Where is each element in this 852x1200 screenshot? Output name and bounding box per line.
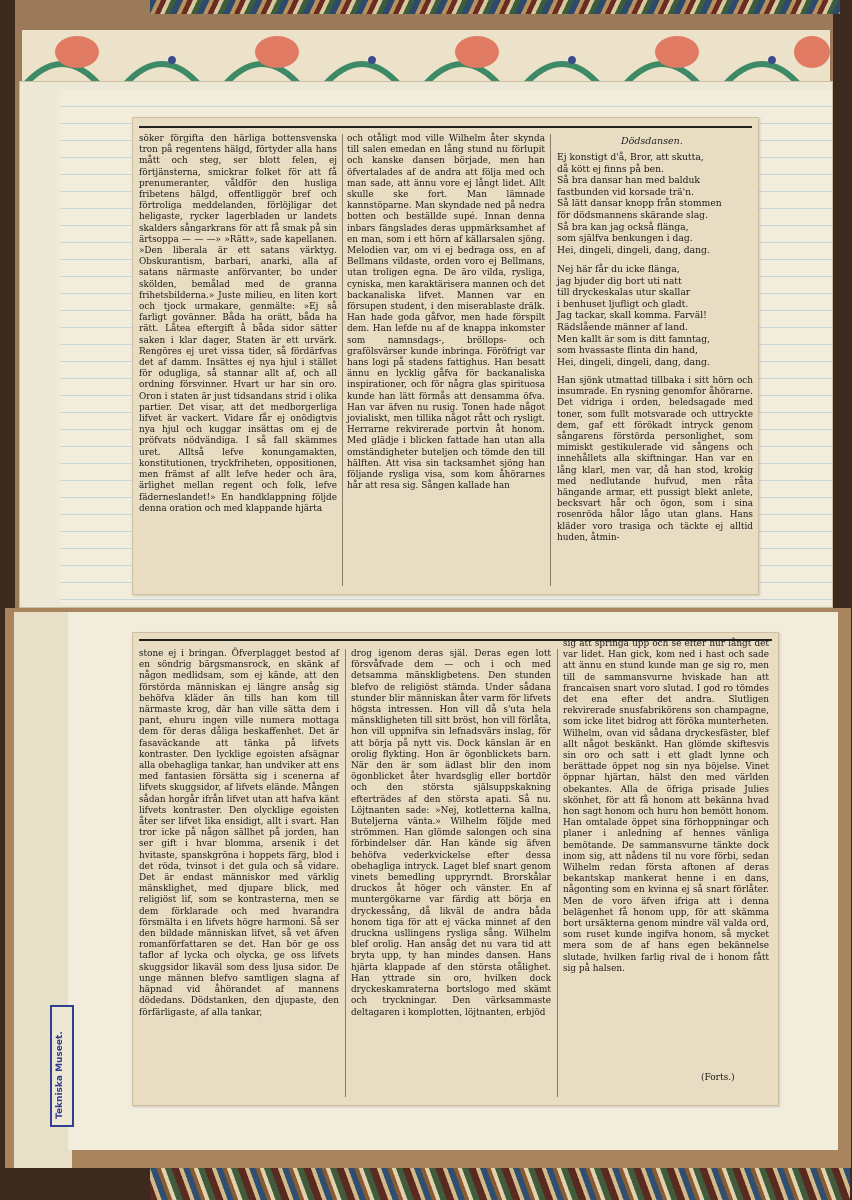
article-column-3: sig att springa upp och se efter hur långt det var lidet. Han gick, kom ned i hast och sade att ännu en stund kunde man ge sig ro, men till de sammansvurne hviskade han att francaisen snart voro slutad. I god ro tömdes det ena efter det andra. Slutligen rekvirerade snusfabrikörens son champagne, som icke litet bidrog att föröka munterheten. Wilhelm, ovan vid sådana dryckesfäster, blef allt något beskänkt. Han glömde skiftesvis sin oro och satt i ett gladt lynne och berättade öppet nog sin nya böjelse. Vinet öppnar hjärtan, hälst den med världen obekantes. Alla de öfriga prisade Julies skönhet, för att få honom att bekänna hvad hon sagt honom och huru hon bemött honom. Han omtalade öppet sina förhoppningar och planer i anledning af hennes vänliga bemötande. De sammansvurne tänkte dock inom sig, att nådens til nu vore förbi, sedan Wilhelm redan första aftonen af deras bekantskap mankerat henne i en dans, någonting som en kvinna ej så snart förlåter. Men de voro äfven ifriga att i denna belägenhet få honom upp, för att skämma bort ursäkterna genom mindre väl valda ord, som ruset kunde ingifva honom, så mycket mera som de af hans egen bekännelse slutade, hvilken farlig rival de i honom fått sig på halsen. xyxy=(563,639,769,974)
column-divider xyxy=(345,649,346,1097)
poem-title: Dödsdansen. xyxy=(621,136,683,147)
article-column-1: stone ej i bringan. Öfverplagget bestod af en söndrig bärgsmansrock, en skänk af någon medlidsam, som ej kände, att den förstörda människan ej längre ansåg sig behöfva kläder än tills han kom till närmaste krog, där han ville sätta dem i pant, ehuru ingen ville numera mottaga dem för deras dåliga beskaffenhet. Det är fasaväckande att tänka på lifvets kontraster. Den lycklige egoisten afsägnar alla obehagliga tankar, han undviker att ens med fantasien försätta sig i scenerna af lifvets skuggsidor, af lifvets elände. Mången sådan horgår ifrån lifvet utan att hafva känt lifvets kontraster. Den olycklige egoisten åter ser lifvet lika ensidigt, allt i svart. Han tror icke på någon sällhet på jorden, han ser gift i hvar blomma, arsenik i det hvitaste, spanskgröna i hoppets färg, blod i det röda, tvinsot i det gula och så vidare. Det är endast människor med värklig mänsklighet, med djupare blick, med religiöst lif, som se kontrasterna, men se dem förklarade och med hvarandra försmälta i en lifvets högre harmoni. Så ser den bildade människan lifvet, så vet äfven romanförfattaren se det. Han bör ge oss taflor af lycka och olycka, ge oss lifvets skuggsidor likaväl som dess ljusa sidor. De unge männen blefvo samtligen slagna af häpnad vid åhörandet af mannens dödedans. Dödstanken, den djupaste, den förfärligaste, af alla tankar, xyxy=(139,649,339,1018)
newspaper-clipping-top xyxy=(132,117,759,595)
poem-stanza-1: Ej konstigt d'å, Bror, att skutta, då kött ej finns på ben. Så bra dansar han med balduk fastbunden vid korsade trä'n. Så lätt dansar knopp från stommen för dödsmannens skärande slag. Så bra kan jag också flänga, som själfva benkungen i dag. Hei, dingeli, dingeli, dang, dang. xyxy=(557,152,722,256)
column-divider xyxy=(550,134,551,586)
decorative-wallpaper-strip xyxy=(22,30,830,90)
article-column-2: drog igenom deras själ. Deras egen lott försvåfvade dem — och i och med detsamma mänskligbetens. Den stunden blefvo de religiöst stämda. Under sådana stunder blir människan åter varm för lifvets högsta intressen. Hon vill då s'uta hela mänskligheten till sitt bröst, hon vill förlåta, hon vill uppnifva sin lefnadsvärs inslag, för att börja på nytt vis. Dock känslan är en orolig flykting. Hon är ögonblickets barn. När den är som ädlast blir den inom ögonblicket åter hvardsglig eller bortdör och den största själsuppskakning efterträdes af den största apati. Så nu. Löjtnanten sade: »Nej, kotletterna kallna, Buteljerna vänta.» Wilhelm följde med strömmen. Han glömde salongen och sina förbindelser där. Han kände sig äfven behöfva vederkvickelse efter dessa obehagliga intryck. Laget blef snart genom vinets bemedling uppryrndt. Brorskålar druckos åt höger och vänster. En af muntergökarne var färdig att börja en dryckessång, då likväl de andra båda honom tiga för att ej väcka minnet af den druckna usllingens rysliga sång. Wilhelm blef orolig. Han ansåg det nu vara tid att bryta upp, ty han mindes dansen. Hans hjärta klappade af den största otålighet. Han yttrade sin oro, hvilken dock dryckeskamraterna bortslogo med skämt och tryckningar. Den värksammaste deltagaren i komplotten, löjtnanten, erbjöd xyxy=(351,649,551,1018)
article-column-1: söker förgifta den härliga bottensvenska tron på regentens hälgd, förtyder alla hans mått och steg, ser blott felen, ej förtjänsterna, smickrar folket för att få prenumeranter, våldför den husliga fribetens hälgd, offentliggör bref och förtroliga meddelanden, förlöjligar det heligaste, rycker lagerbladen ur landets skalders sångarkrans för att få smak på sin ärtsoppa — — —» »Rätt», sade kapellanen. »Den liberala är ett satans värktyg. Obskurantism, barbari, anarki, alla af satans närmaste anförvanter, bo under skölden, bemålad med de granna frihetsbilderna.» Juste milieu, en liten kort och tjock urmakare, genmälte: »Ej så farligt govänner. Båda ha orätt, båda ha rätt. Låtea eftergift å båda sidor sätter saken i klar dager, Staten är ett urvärk. Rengöres ej uret vissa tider, så fördärfvas det af damm. Insättes ej nya hjul i stället för odugliga, så stannar allt af, och all ordning försvinner. Hvart ur har sin oro. Oron i staten är just tidsandans strid i olika partier. Det visar, att det medborgerliga lifvet är vackert. Vidare får ej onödigtvis nya hjul och kuggar insättas om ej de pröfvats nödvändiga. I så fall skämmes uret. Alltså lefve konungamakten, konstitutionen, tryckfriheten, oppositionen, men främst af allt lefve heder och ära, ärlighet mellan regent och folk, lefve fäderneslandet!» En handklappning följde denna oration och med klappande hjärta xyxy=(139,134,337,514)
continuation-note: (Forts.) xyxy=(701,1073,735,1083)
poem-stanza-2: Nej här får du icke flänga, jag bjuder dig bort uti natt till dryckeskalas utur skallar i benhuset ljufligt och gladt. Jag tackar, skall komma. Farväl! Rädslående männer af land. Men kallt är som is ditt famntag, som hvassaste flinta din hand, Hei, dingeli, dingeli, dang, dang. xyxy=(557,264,711,368)
newspaper-clipping-bottom xyxy=(132,632,779,1106)
column-divider xyxy=(342,134,343,586)
article-column-3: Han sjönk utmattad tillbaka i sitt hörn och insumrade. En rysning genomfor åhörarne. Det vidriga i orden, beledsagade med toner, som fullt motsvarade och uttryckte dem, gaf ett förökadt intryck genom sångarens förstörda personlighet, som mimiskt gestikulerade vid sångens och innehållets alla skiftningar. Han var en lång klarl, men var, då han stod, krokig med nedlutande hufvud, men råta hängande armar, ett pussigt blekt anlete, becksvart hår och ögon, som i sina rosenröda hålor lågo utan glans. Hans kläder voro trasiga och täckte ej alltid huden, åtmin- xyxy=(557,376,753,543)
article-column-2: och otåligt mod ville Wilhelm åter skynda till salen emedan en lång stund nu förlupit och kanske dansen började, men han öfvertalades af de andra att följa med och man sade, att ännu vore ej långt lidet. Allt skulle ske fort. Man lämnade kannstöparne. Man skyndade ned på nedra botten och beställde supé. Innan denna inbars fängslades deras uppmärksamhet af en man, som i ett hörn af källarsalen sjöng. Melodien var, om vi ej bedraga oss, en af Bellmans vildaste, orden voro ej Bellmans, utan troligen egna. De äro vilda, rysliga, cyniska, men karaktärisera mannen och det backanaliska lifvet. Mannen var en försupen student, i den miserablaste drälk. Han hade goda gåfvor, men hade förspilt dem. Han lefde nu af de knappa inkomster som namnsdags-, bröllops- och grafölsvärser kunde inbringa. Föröfrigt var hans logi på stadens fattighus. Han besatt ännu en lycklig gåfva för backanaliska inspirationer, och för några glas spirituosa kunde han lätt förmås att densamma öfva. Han var äfven nu rusig. Tonen hade något jovialiskt, men tillika något rått och rysligt. Herrarne rekvirerade portvin åt honom. Med glädje i blicken fattade han utan alla omständigheter buteljen och tömde den till hälften. Att visa sin tacksamhet sjöng han följande rysliga visa, som kom åhörarnes hår att resa sig. Sången kallade han xyxy=(347,134,545,492)
clipping-header-rule xyxy=(139,126,752,128)
museum-stamp xyxy=(50,1005,74,1127)
marbled-endpaper-top xyxy=(150,0,840,14)
marbled-endpaper-bottom xyxy=(150,1168,850,1200)
column-divider xyxy=(557,649,558,1097)
museum-stamp-text: Tekniska Museet. xyxy=(55,1031,65,1119)
